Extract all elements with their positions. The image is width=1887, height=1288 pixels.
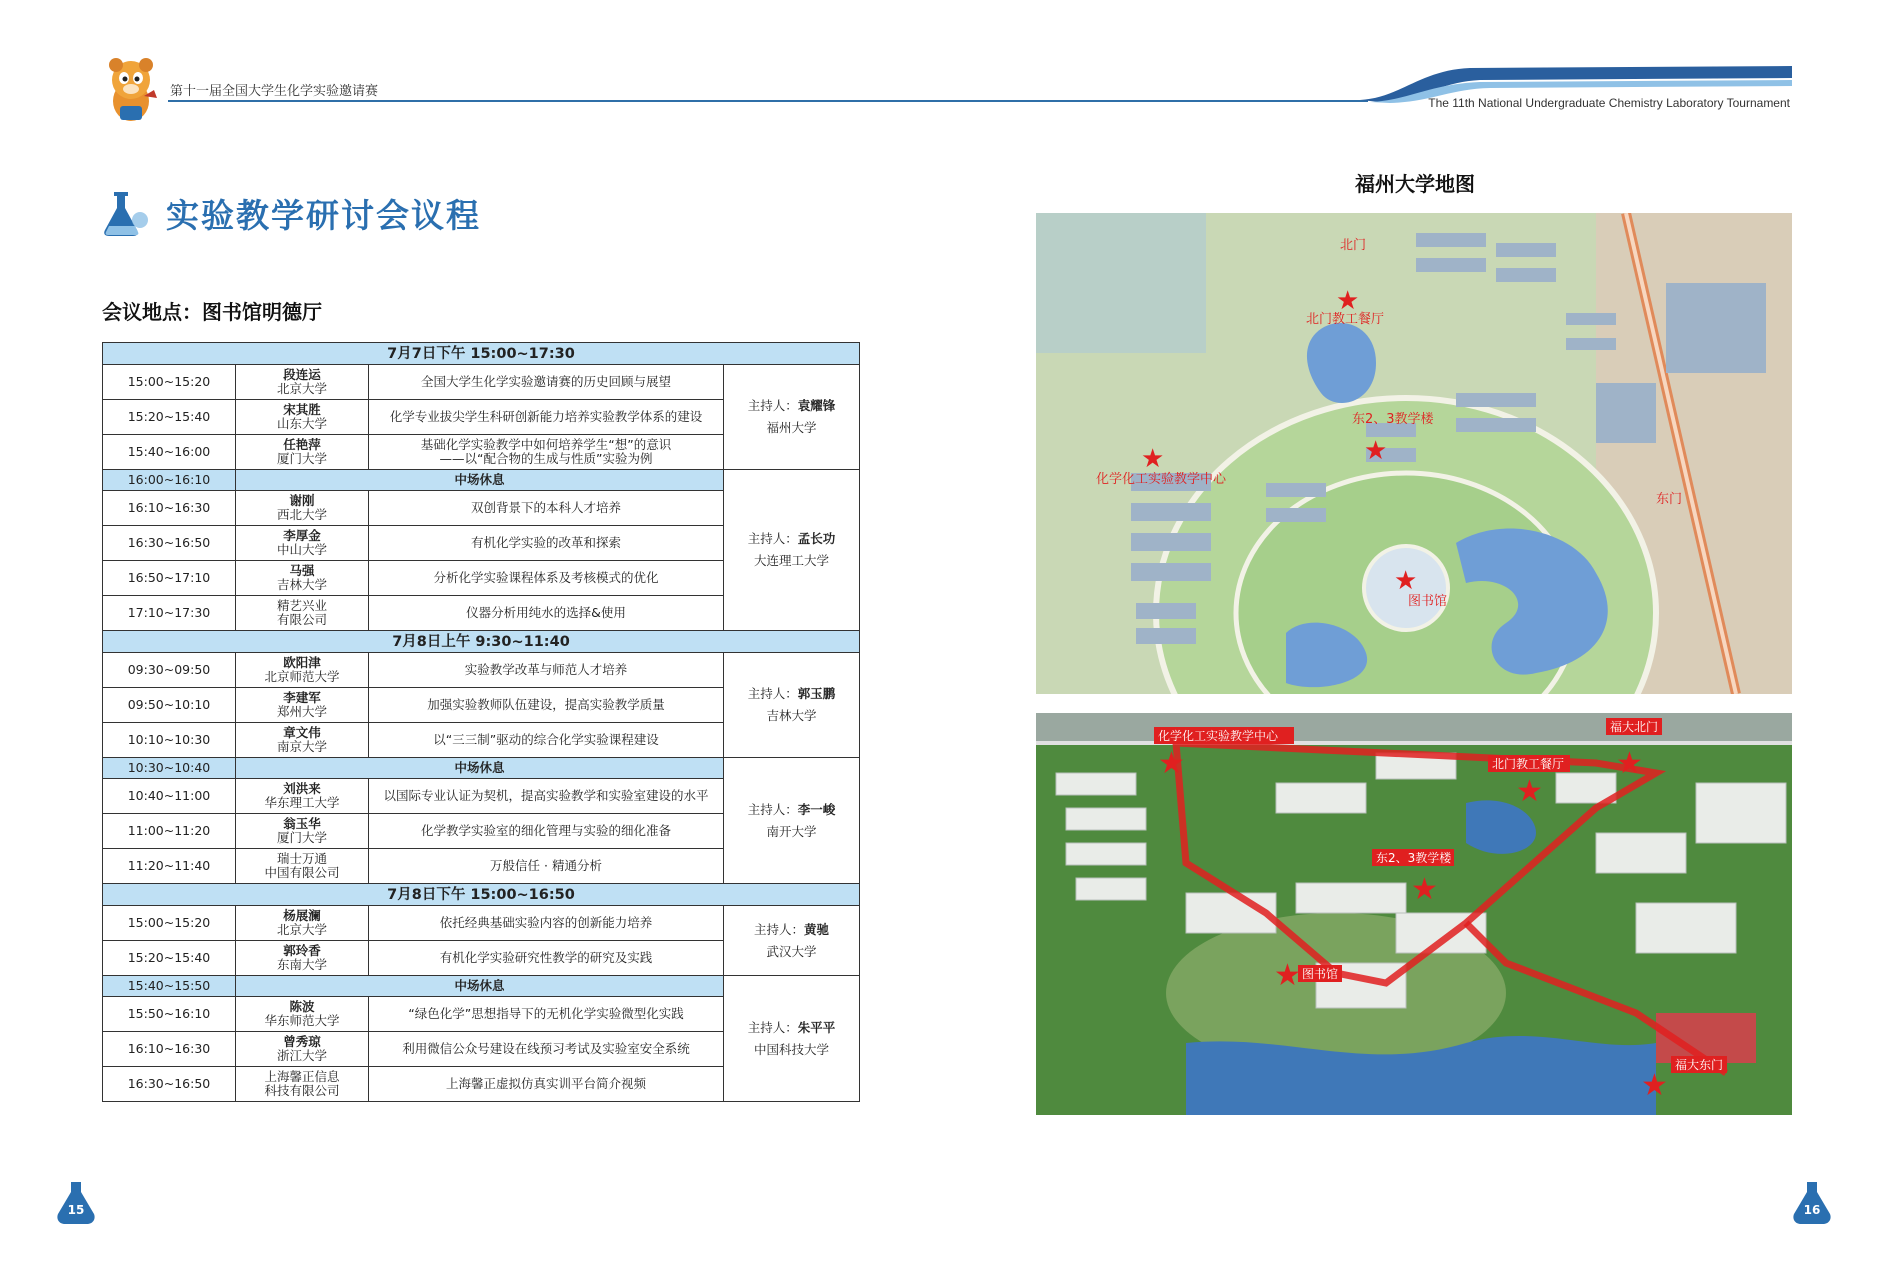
talk-topic: 实验教学改革与师范人才培养 [369, 653, 724, 688]
speaker-org: 吉林大学 [276, 577, 327, 592]
session-title: 7月8日下午 15:00~16:50 [103, 884, 860, 906]
host-label: 主持人： [747, 1019, 798, 1035]
talk-topic: 有机化学实验研究性教学的研究及实践 [369, 941, 724, 976]
session-header [103, 884, 860, 906]
host-label: 主持人： [747, 801, 798, 817]
break-time: 10:30~10:40 [103, 758, 236, 779]
speaker-org: 南京大学 [276, 739, 327, 754]
host-org: 武汉大学 [766, 943, 817, 959]
talk-topic: 化学教学实验室的细化管理与实验的细化准备 [369, 814, 724, 849]
talk-topic: 化学专业拔尖学生科研创新能力培养实验教学体系的建设 [369, 400, 724, 435]
host-label: 主持人： [747, 398, 798, 413]
speaker-name: 曾秀琼 [283, 1034, 321, 1049]
map-label-library: 图书馆 [1408, 594, 1448, 609]
speaker-cell [236, 435, 369, 470]
aerial-label-east-gate: 福大东门 [1675, 1058, 1724, 1072]
location-star-icon: ★ [1336, 286, 1360, 316]
talk-topic-line2: ——以“配合物的生成与性质”实验为例 [439, 451, 653, 466]
speaker-name: 马强 [289, 563, 315, 578]
host-cell [724, 906, 860, 976]
host-cell [724, 653, 860, 758]
speaker-cell [236, 365, 369, 400]
talk-topic [369, 435, 724, 470]
talk-time: 17:10~17:30 [103, 596, 236, 631]
host-name: 孟长功 [797, 531, 836, 546]
host-label: 主持人： [747, 686, 798, 701]
talk-topic: 全国大学生化学实验邀请赛的历史回顾与展望 [369, 365, 724, 400]
break-label: 中场休息 [236, 470, 724, 491]
speaker-org: 厦门大学 [276, 451, 327, 466]
speaker-name: 章文伟 [283, 725, 321, 740]
speaker-name: 李建军 [283, 690, 321, 705]
aerial-label-north-gate: 福大北门 [1610, 720, 1659, 734]
campus-aerial-map [1036, 713, 1792, 1115]
talk-topic: 万般信任 · 精通分析 [369, 849, 724, 884]
speaker-name: 李厚金 [283, 528, 321, 543]
session-title: 7月7日下午 15:00~17:30 [103, 343, 860, 365]
speaker-org: 厦门大学 [276, 830, 327, 845]
host-org: 福州大学 [766, 420, 817, 435]
talk-topic: 利用微信公众号建设在线预习考试及实验室安全系统 [369, 1032, 724, 1067]
page-title: 实验教学研讨会议程 [166, 196, 481, 235]
talk-time: 16:10~16:30 [103, 491, 236, 526]
table-row [103, 906, 860, 941]
host-label: 主持人： [747, 531, 798, 546]
venue-label: 会议地点：图书馆明德厅 [102, 300, 322, 324]
location-star-icon: ★ [1516, 774, 1543, 809]
map-label-chem-center: 化学化工实验教学中心 [1096, 472, 1227, 487]
speaker-name: 宋其胜 [283, 402, 321, 417]
speaker-name: 段连运 [283, 367, 321, 382]
speaker-cell [236, 526, 369, 561]
host-name: 郭玉鹏 [797, 686, 836, 701]
header-en-title: The 11th National Undergraduate Chemistry Laboratory Tournament [1428, 96, 1790, 110]
host-name: 袁耀锋 [797, 398, 836, 413]
talk-time: 10:10~10:30 [103, 723, 236, 758]
map-label-east-building: 东2、3教学楼 [1352, 412, 1434, 427]
speaker-cell [236, 723, 369, 758]
speaker-name: 欧阳津 [283, 655, 321, 670]
talk-time: 09:50~10:10 [103, 688, 236, 723]
talk-topic: 以国际专业认证为契机，提高实验教学和实验室建设的水平 [369, 779, 724, 814]
speaker-org: 上海馨正信息 [264, 1069, 340, 1084]
speaker-name: 任艳萍 [283, 437, 321, 452]
host-name: 黄驰 [804, 921, 830, 937]
location-star-icon: ★ [1364, 436, 1388, 466]
speaker-cell [236, 814, 369, 849]
page-number-text: 15 [67, 1203, 85, 1217]
speaker-org-line2: 科技有限公司 [264, 1083, 340, 1098]
speaker-cell [236, 596, 369, 631]
speaker-name: 杨展澜 [283, 908, 321, 923]
speaker-cell [236, 1032, 369, 1067]
page-number-left [54, 1180, 98, 1226]
speaker-org: 北京师范大学 [264, 669, 340, 684]
break-time: 16:00~16:10 [103, 470, 236, 491]
break-row [103, 976, 860, 997]
talk-time: 16:50~17:10 [103, 561, 236, 596]
speaker-cell [236, 779, 369, 814]
talk-topic-line1: 基础化学实验教学中如何培养学生“想”的意识 [420, 437, 672, 452]
agenda-table [102, 342, 860, 1102]
talk-topic: 以“三三制”驱动的综合化学实验课程建设 [369, 723, 724, 758]
location-star-icon: ★ [1394, 566, 1418, 596]
map-title: 福州大学地图 [1355, 172, 1475, 196]
speaker-org: 郑州大学 [276, 704, 327, 719]
talk-topic: 双创背景下的本科人才培养 [369, 491, 724, 526]
speaker-org: 精艺兴业 [276, 598, 327, 613]
host-cell [724, 758, 860, 884]
location-star-icon: ★ [1274, 958, 1301, 993]
host-org: 南开大学 [766, 823, 817, 839]
speaker-cell [236, 400, 369, 435]
speaker-name: 翁玉华 [283, 816, 321, 831]
mascot-logo-icon [100, 56, 162, 126]
speaker-org: 山东大学 [276, 416, 327, 431]
header-rule [168, 100, 1368, 102]
talk-topic: 有机化学实验的改革和探索 [369, 526, 724, 561]
host-label: 主持人： [753, 921, 804, 937]
talk-time: 15:00~15:20 [103, 365, 236, 400]
host-cell [724, 365, 860, 470]
talk-topic: 仪器分析用纯水的选择&使用 [369, 596, 724, 631]
break-label: 中场休息 [236, 758, 724, 779]
speaker-cell [236, 906, 369, 941]
break-row [103, 758, 860, 779]
talk-time: 15:40~16:00 [103, 435, 236, 470]
host-org: 大连理工大学 [753, 553, 829, 568]
speaker-cell [236, 688, 369, 723]
speaker-name: 刘洪来 [283, 781, 321, 796]
aerial-label-north-canteen: 北门教工餐厅 [1492, 757, 1565, 771]
host-org: 中国科技大学 [753, 1041, 829, 1057]
page-number-right [1790, 1180, 1834, 1226]
speaker-org: 浙江大学 [276, 1048, 327, 1063]
break-row [103, 470, 860, 491]
talk-topic: 分析化学实验课程体系及考核模式的优化 [369, 561, 724, 596]
speaker-org: 北京大学 [276, 381, 327, 396]
speaker-cell [236, 997, 369, 1032]
break-time: 15:40~15:50 [103, 976, 236, 997]
talk-time: 15:20~15:40 [103, 941, 236, 976]
aerial-label-east-building: 东2、3教学楼 [1376, 851, 1452, 865]
speaker-cell [236, 849, 369, 884]
session-header [103, 631, 860, 653]
speaker-org: 北京大学 [276, 922, 327, 937]
talk-topic: “绿色化学”思想指导下的无机化学实验微型化实践 [369, 997, 724, 1032]
location-star-icon: ★ [1411, 872, 1438, 907]
talk-time: 11:00~11:20 [103, 814, 236, 849]
break-label: 中场休息 [236, 976, 724, 997]
session-title: 7月8日上午 9:30~11:40 [103, 631, 860, 653]
page-number-text: 16 [1803, 1203, 1821, 1217]
aerial-label-library: 图书馆 [1302, 967, 1339, 981]
talk-time: 15:00~15:20 [103, 906, 236, 941]
map-label-north-canteen: 北门教工餐厅 [1306, 312, 1385, 327]
talk-time: 11:20~11:40 [103, 849, 236, 884]
location-star-icon: ★ [1641, 1068, 1668, 1103]
host-cell [724, 976, 860, 1102]
talk-time: 15:20~15:40 [103, 400, 236, 435]
speaker-cell [236, 491, 369, 526]
map-label-north-gate: 北门 [1340, 238, 1367, 253]
talk-time: 16:30~16:50 [103, 526, 236, 561]
table-row [103, 653, 860, 688]
location-star-icon: ★ [1141, 444, 1165, 474]
speaker-org: 中山大学 [276, 542, 327, 557]
talk-topic: 依托经典基础实验内容的创新能力培养 [369, 906, 724, 941]
location-star-icon: ★ [1158, 746, 1185, 781]
table-row [103, 365, 860, 400]
header-cn-title: 第十一届全国大学生化学实验邀请赛 [170, 84, 379, 99]
speaker-cell [236, 653, 369, 688]
map-label-east-gate: 东门 [1656, 492, 1683, 507]
talk-time: 09:30~09:50 [103, 653, 236, 688]
talk-time: 10:40~11:00 [103, 779, 236, 814]
speaker-org-line2: 中国有限公司 [264, 865, 340, 880]
session-header [103, 343, 860, 365]
speaker-cell [236, 941, 369, 976]
host-name: 朱平平 [797, 1019, 836, 1035]
flask-icon [100, 188, 150, 238]
talk-time: 16:30~16:50 [103, 1067, 236, 1102]
campus-map [1036, 213, 1792, 694]
talk-time: 16:10~16:30 [103, 1032, 236, 1067]
speaker-org: 华东师范大学 [264, 1013, 340, 1028]
speaker-org-line2: 有限公司 [276, 612, 327, 627]
talk-topic: 上海馨正虚拟仿真实训平台简介视频 [369, 1067, 724, 1102]
speaker-name: 陈波 [289, 999, 315, 1014]
host-cell [724, 470, 860, 631]
talk-topic: 加强实验教师队伍建设，提高实验教学质量 [369, 688, 724, 723]
speaker-name: 郭玲香 [283, 943, 321, 958]
speaker-org: 东南大学 [276, 957, 327, 972]
aerial-label-chem-center: 化学化工实验教学中心 [1158, 729, 1279, 743]
speaker-org: 瑞士万通 [276, 851, 327, 866]
location-star-icon: ★ [1616, 746, 1643, 781]
host-name: 李一峻 [797, 801, 836, 817]
speaker-cell [236, 1067, 369, 1102]
talk-time: 15:50~16:10 [103, 997, 236, 1032]
speaker-org: 西北大学 [276, 507, 327, 522]
speaker-name: 谢刚 [289, 493, 315, 508]
speaker-org: 华东理工大学 [264, 795, 340, 810]
host-org: 吉林大学 [766, 708, 817, 723]
speaker-cell [236, 561, 369, 596]
